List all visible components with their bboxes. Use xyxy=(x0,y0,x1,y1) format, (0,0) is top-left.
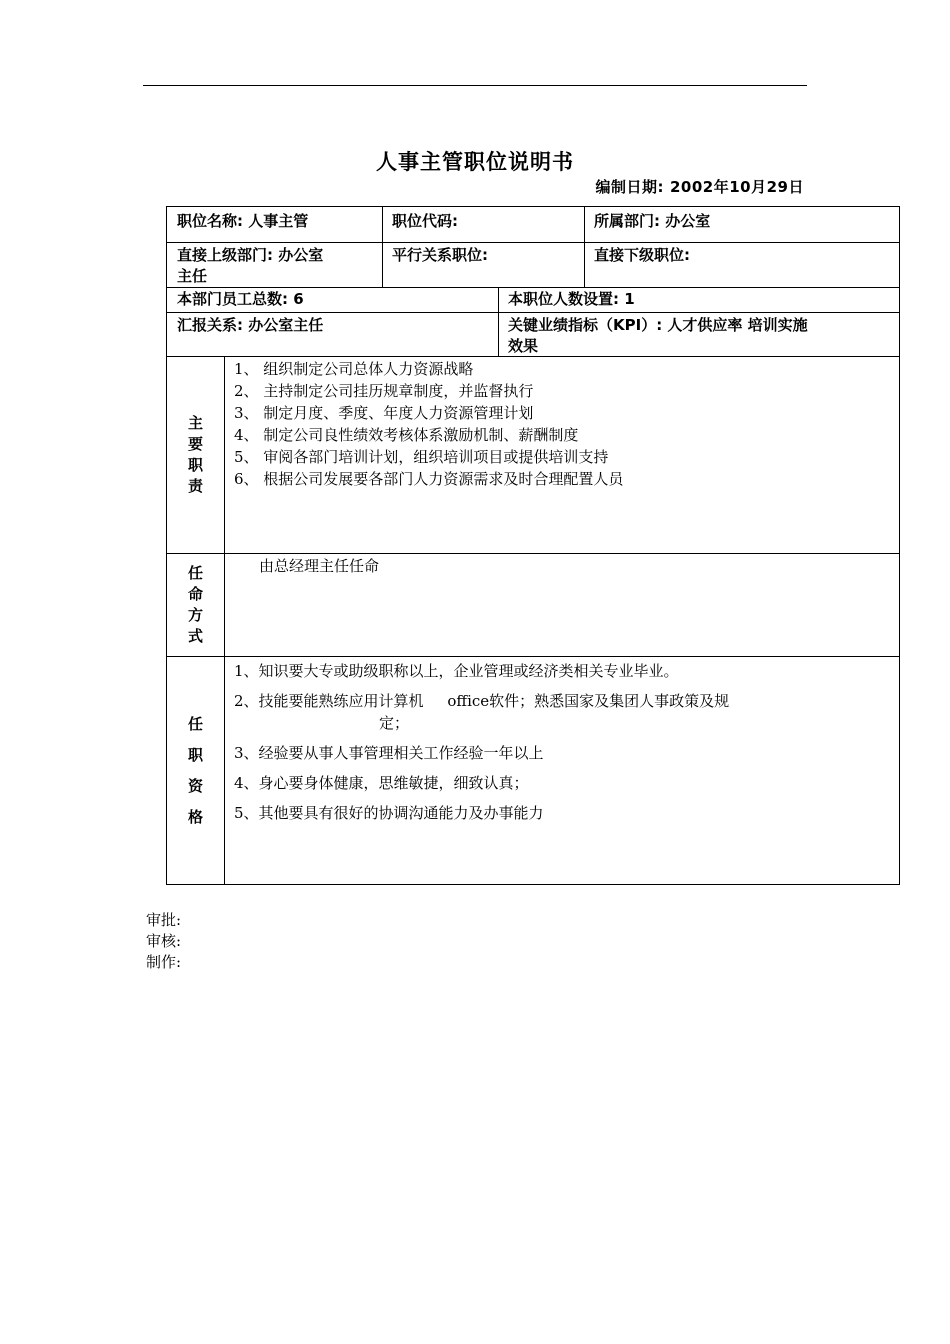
date-label: 编制日期: xyxy=(595,178,664,196)
list-item-continuation: 定； xyxy=(379,714,410,732)
kpi-line2: 效果 xyxy=(508,337,539,355)
qualifications-list xyxy=(234,660,729,832)
column-divider xyxy=(224,356,225,884)
qualifications-label-char: 资 xyxy=(187,776,203,795)
duties-label-char: 要 xyxy=(187,435,203,453)
department-cell: 所属部门: 办公室 xyxy=(594,212,711,230)
duties-list xyxy=(234,358,623,490)
position-headcount-cell: 本职位人数设置: 1 xyxy=(508,290,635,308)
direct-superior-line1: 直接上级部门: 办公室 xyxy=(177,246,324,264)
list-item: 5、 审阅各部门培训计划，组织培训项目或提供培训支持 xyxy=(234,448,609,466)
list-item: 1、知识要大专或助级职称以上，企业管理或经济类相关专业毕业。 xyxy=(234,662,679,680)
direct-superior-line2: 主任 xyxy=(177,267,208,285)
list-item-text: 2、技能要能熟练应用计算机 office软件；熟悉国家及集团人事政策及规 xyxy=(234,692,730,710)
direct-subordinates-cell: 直接下级职位: xyxy=(594,246,690,264)
header-rule xyxy=(143,85,807,86)
job-description-form xyxy=(166,206,900,885)
duties-label-char: 职 xyxy=(187,456,203,474)
approve-label: 审批: xyxy=(146,911,182,929)
date-value: 2002年10月29日 xyxy=(670,178,804,196)
kpi-line1: 关键业绩指标（KPI）: 人才供应率 培训实施 xyxy=(508,316,808,334)
document-date xyxy=(596,176,805,197)
qualifications-label-char: 格 xyxy=(187,807,203,826)
row-divider xyxy=(167,553,899,554)
list-item: 2、 主持制定公司挂历规章制度，并监督执行 xyxy=(234,382,534,400)
duties-label-char: 主 xyxy=(187,414,203,432)
prepare-label: 制作: xyxy=(146,953,182,971)
row-divider xyxy=(167,656,899,657)
parallel-positions-cell: 平行关系职位: xyxy=(392,246,488,264)
list-item: 3、经验要从事人事管理相关工作经验一年以上 xyxy=(234,744,544,762)
qualifications-label-char: 任 xyxy=(187,714,203,733)
duties-label xyxy=(167,357,224,553)
review-label: 审核: xyxy=(146,932,182,950)
appointment-label-char: 命 xyxy=(187,585,203,603)
appointment-label-char: 任 xyxy=(187,564,203,582)
appointment-label-char: 式 xyxy=(187,627,203,645)
qualifications-label xyxy=(167,657,224,884)
signoff-block xyxy=(146,910,181,973)
direct-superior-cell xyxy=(167,243,382,287)
dept-headcount-cell: 本部门员工总数: 6 xyxy=(177,290,304,308)
list-item: 3、 制定月度、季度、年度人力资源管理计划 xyxy=(234,404,534,422)
appointment-text: 由总经理主任任命 xyxy=(259,557,380,575)
reporting-cell: 汇报关系: 办公室主任 xyxy=(177,316,324,334)
appointment-label-char: 方 xyxy=(187,606,203,624)
list-item: 5、其他要具有很好的协调沟通能力及办事能力 xyxy=(234,804,544,822)
duties-label-char: 责 xyxy=(187,477,203,495)
position-name-cell: 职位名称: 人事主管 xyxy=(177,212,309,230)
position-code-cell: 职位代码: xyxy=(392,212,458,230)
list-item: 4、 制定公司良性绩效考核体系激励机制、薪酬制度 xyxy=(234,426,579,444)
document-title: 人事主管职位说明书 xyxy=(376,150,574,174)
appointment-label xyxy=(167,554,224,656)
list-item: 6、 根据公司发展要各部门人力资源需求及时合理配置人员 xyxy=(234,470,624,488)
list-item: 4、身心要身体健康，思维敏捷，细致认真； xyxy=(234,774,529,792)
kpi-cell xyxy=(498,313,899,357)
list-item: 1、 组织制定公司总体人力资源战略 xyxy=(234,360,474,378)
qualifications-label-char: 职 xyxy=(187,745,203,764)
list-item xyxy=(234,690,729,734)
